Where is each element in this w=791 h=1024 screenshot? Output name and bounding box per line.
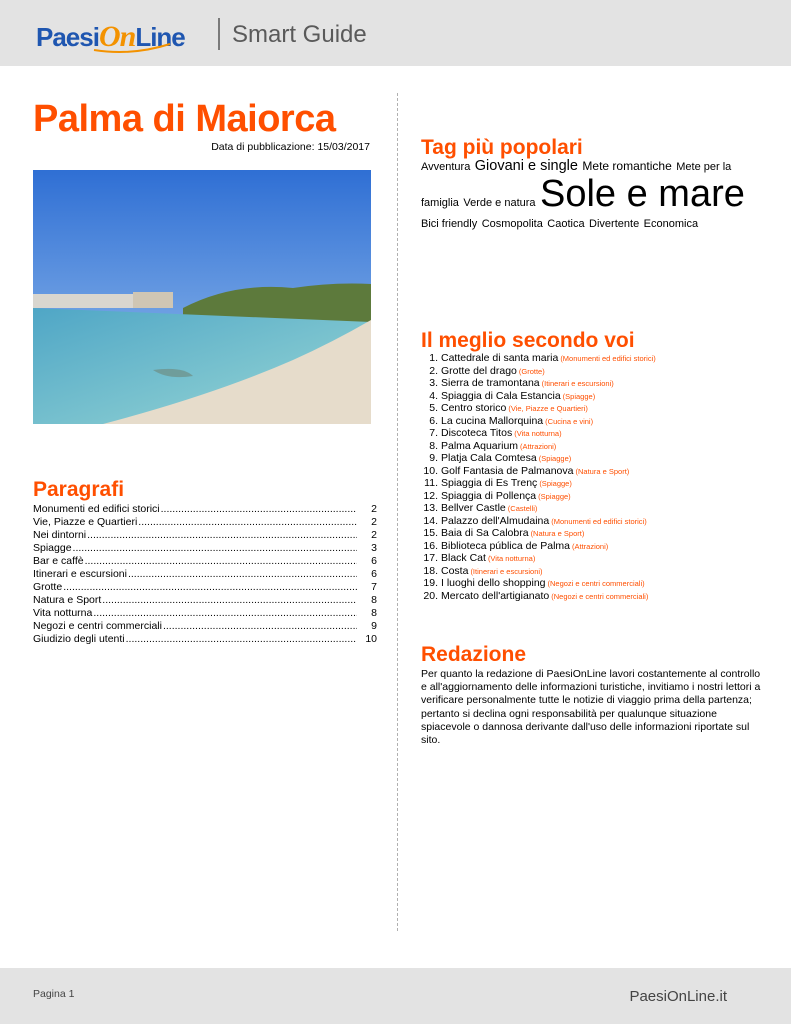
toc-row[interactable]: Spiagge ..... 3 — [33, 542, 377, 555]
tag[interactable]: Verde e natura — [463, 196, 536, 209]
ranking-item[interactable]: 5. Centro storico (Vie, Piazze e Quartieri) — [429, 402, 588, 414]
ranking-item[interactable]: 15. Baia di Sa Calobra (Natura e Sport) — [423, 527, 585, 539]
toc-leader — [87, 529, 357, 542]
tag[interactable]: Caotica — [547, 217, 585, 230]
ranking-item[interactable]: 12. Spiaggia di Pollença (Spiagge) — [423, 489, 571, 502]
ranking-item[interactable]: 8. Palma Aquarium (Attrazioni) — [429, 439, 557, 452]
ranking-item[interactable]: 14. Palazzo dell'Almudaina (Monumenti ed edifici storici) — [423, 514, 647, 527]
toc-row[interactable]: Monumenti ed edifici storici ..... 2 — [33, 503, 377, 516]
ranking-item[interactable]: 2. Grotte del drago (Grotte) — [429, 364, 545, 377]
column-divider — [397, 93, 398, 931]
tag[interactable]: Sole e mare — [539, 172, 745, 215]
smart-guide-label: Smart Guide — [232, 21, 367, 48]
ranking-item[interactable]: 17. Black Cat (Vita notturna) — [423, 552, 536, 564]
footer-band — [0, 968, 791, 1024]
ranking-item[interactable]: 10. Golf Fantasia de Palmanova (Natura e Sport) — [423, 464, 630, 477]
toc-leader — [93, 607, 357, 620]
paragrafi-heading: Paragrafi — [33, 478, 125, 501]
tag[interactable]: Giovani e single — [474, 158, 578, 174]
tag[interactable]: Economica — [643, 217, 699, 230]
toc-leader — [102, 594, 357, 607]
ranking-item[interactable]: 11. Spiaggia di Es Trenç (Spiagge) — [424, 477, 572, 489]
ranking-item[interactable]: 9. Platja Cala Comtesa (Spiagge) — [429, 452, 572, 464]
beach-photo — [33, 170, 371, 424]
toc-row[interactable]: Nei dintorni ..... 2 — [33, 529, 377, 542]
toc-leader — [85, 555, 357, 568]
redazione-heading: Redazione — [421, 643, 527, 666]
toc-row[interactable]: Bar e caffè ..... 6 — [33, 555, 377, 568]
tag[interactable]: Divertente — [589, 217, 640, 230]
tag-cloud — [421, 158, 766, 231]
toc-row[interactable]: Giudizio degli utenti ..... 10 — [33, 633, 377, 646]
ranking-item[interactable]: 13. Bellver Castle (Castelli) — [423, 502, 538, 514]
toc-row[interactable]: Grotte ..... 7 — [33, 581, 377, 594]
ranking-item[interactable]: 4. Spiaggia di Cala Estancia (Spiagge) — [429, 389, 596, 402]
header-divider — [218, 18, 220, 50]
ranking-item[interactable]: 7. Discoteca Titos (Vita notturna) — [429, 427, 562, 439]
toc-row[interactable]: Vie, Piazze e Quartieri ..... 2 — [33, 516, 377, 529]
toc-leader — [161, 503, 357, 516]
toc-leader — [63, 581, 357, 594]
toc-leader — [126, 633, 357, 646]
tag[interactable]: Avventura — [421, 161, 471, 173]
ranking-item[interactable]: 16. Biblioteca pública de Palma (Attrazioni) — [423, 539, 609, 552]
toc-leader — [73, 542, 357, 555]
logo-part-on: On — [98, 20, 136, 53]
ranking-item[interactable]: 3. Sierra de tramontana (Itinerari e escursioni) — [429, 377, 614, 389]
ranking-list — [421, 352, 771, 602]
tag[interactable]: Mete per la famiglia — [421, 161, 732, 209]
toc-row[interactable]: Negozi e centri commerciali ..... 9 — [33, 620, 377, 633]
ranking-item[interactable]: 1. Cattedrale di santa maria (Monumenti ed edifici storici) — [429, 352, 656, 364]
tag[interactable]: Cosmopolita — [481, 217, 543, 230]
toc-row[interactable]: Natura e Sport ..... 8 — [33, 594, 377, 607]
toc-leader — [163, 620, 357, 633]
tag[interactable]: Mete romantiche — [582, 159, 672, 173]
toc-leader — [128, 568, 357, 581]
tag[interactable]: Bici friendly — [421, 217, 478, 230]
ranking-item[interactable]: 20. Mercato dell'artigianato (Negozi e centri commerciali) — [423, 589, 649, 602]
toc-leader — [138, 516, 357, 529]
page-title: Palma di Maiorca — [33, 98, 336, 140]
ranking-item[interactable]: 19. I luoghi dello shopping (Negozi e centri commerciali) — [423, 577, 645, 589]
logo-swoosh-icon — [92, 40, 172, 54]
ranking-item[interactable]: 18. Costa (Itinerari e escursioni) — [423, 564, 543, 577]
toc-row[interactable]: Itinerari e escursioni ..... 6 — [33, 568, 377, 581]
meglio-heading: Il meglio secondo voi — [421, 329, 635, 352]
logo-part-line: Line — [135, 22, 185, 52]
table-of-contents — [33, 503, 377, 646]
site-link[interactable]: PaesiOnLine.it — [629, 988, 727, 1005]
page-number: Pagina 1 — [33, 988, 75, 1000]
toc-row[interactable]: Vita notturna ..... 8 — [33, 607, 377, 620]
publication-date: Data di pubblicazione: 15/03/2017 — [211, 141, 370, 153]
paesionline-logo[interactable] — [36, 14, 200, 58]
logo-part-paesi: Paesi — [36, 22, 99, 52]
tags-heading: Tag più popolari — [421, 136, 583, 159]
header-band — [0, 0, 791, 66]
redazione-disclaimer: Per quanto la redazione di PaesiOnLine lavori costantemente al controllo e all'aggiornamento delle informazioni turistiche, invitiamo i nostri lettori a verificare personalmente tutte le notizie di viaggio prima della partenza; pertanto si declina ogni responsabilità per qualunque situazione spiacevole o dannosa derivante dall'uso delle informazioni riportate sul sito. — [421, 668, 761, 747]
ranking-item[interactable]: 6. La cucina Mallorquina (Cucina e vini) — [429, 414, 594, 427]
